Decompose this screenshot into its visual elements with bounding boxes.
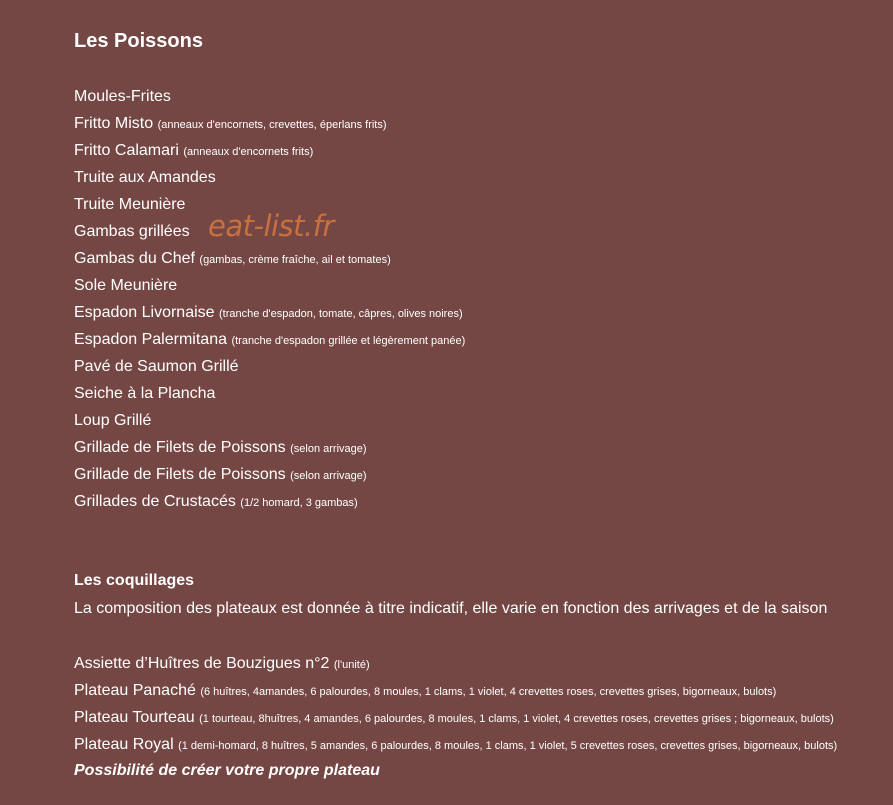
item-note: (selon arrivage) (290, 470, 367, 482)
menu-item (74, 407, 465, 434)
item-name: Fritto Misto (74, 115, 154, 132)
item-note: (anneaux d'encornets, crevettes, éperlans frits) (157, 119, 387, 131)
item-note: (1 tourteau, 8huîtres, 4 amandes, 6 palourdes, 8 moules, 1 clams, 1 violet, 4 crevettes roses, crevettes grises ; bigorneaux, bulots) (199, 713, 834, 725)
menu-item (74, 677, 837, 704)
item-name: Grillades de Crustacés (74, 493, 236, 510)
item-name: Espadon Livornaise (74, 304, 215, 321)
item-name: Pavé de Saumon Grillé (74, 358, 239, 375)
menu-item (74, 353, 465, 380)
item-note: (6 huîtres, 4amandes, 6 palourdes, 8 moules, 1 clams, 1 violet, 4 crevettes roses, crevettes grises, bigorneaux, bulots) (200, 686, 777, 698)
item-name: Sole Meunière (74, 277, 178, 294)
poissons-list (74, 83, 465, 515)
item-name: Seiche à la Plancha (74, 385, 216, 402)
item-note: (1/2 homard, 3 gambas) (240, 497, 358, 509)
menu-item (74, 110, 465, 137)
item-note: (tranche d'espadon, tomate, câpres, olives noires) (219, 308, 463, 320)
section-title-coquillages: Les coquillages (74, 572, 195, 589)
item-name: Fritto Calamari (74, 142, 179, 159)
item-name: Truite aux Amandes (74, 169, 216, 186)
menu-item (74, 272, 465, 299)
item-name: Grillade de Filets de Poissons (74, 439, 286, 456)
item-name: Plateau Royal (74, 736, 174, 753)
item-note: (l'unité) (333, 659, 370, 671)
item-name: Grillade de Filets de Poissons (74, 466, 286, 483)
item-name: Assiette d’Huîtres de Bouzigues n°2 (74, 655, 330, 672)
menu-item (74, 137, 465, 164)
menu-item (74, 731, 837, 758)
menu-item (74, 380, 465, 407)
coquillages-intro: La composition des plateaux est donnée à titre indicatif, elle varie en fonction des arrivages et de la saison (74, 600, 828, 617)
item-name: Plateau Tourteau (74, 709, 195, 726)
menu-item (74, 461, 465, 488)
menu-item (74, 299, 465, 326)
item-note: (gambas, crème fraîche, ail et tomates) (199, 254, 391, 266)
item-note: (tranche d'espadon grillée et légèrement panée) (231, 335, 466, 347)
item-note: (anneaux d'encornets frits) (183, 146, 314, 158)
menu-item (74, 164, 465, 191)
custom-plateau-note: Possibilité de créer votre propre plateau (74, 762, 380, 779)
menu-item (74, 245, 465, 272)
item-name: Truite Meunière (74, 196, 186, 213)
item-name: Moules-Frites (74, 88, 171, 105)
item-name: Gambas grillées (74, 223, 190, 240)
item-name: Loup Grillé (74, 412, 152, 429)
item-note: (1 demi-homard, 8 huîtres, 5 amandes, 6 palourdes, 8 moules, 1 clams, 1 violet, 5 crevettes roses, crevettes grises, bigorneaux, bulots) (178, 740, 838, 752)
menu-item (74, 488, 465, 515)
menu-item (74, 434, 465, 461)
item-note: (selon arrivage) (290, 443, 367, 455)
section-title-poissons: Les Poissons (74, 30, 203, 52)
menu-item (74, 650, 837, 677)
item-name: Gambas du Chef (74, 250, 195, 267)
menu-item (74, 326, 465, 353)
item-name: Espadon Palermitana (74, 331, 227, 348)
item-name: Plateau Panaché (74, 682, 196, 699)
menu-item (74, 704, 837, 731)
coquillages-list (74, 650, 837, 758)
watermark: eat-list.fr (208, 209, 334, 243)
menu-item (74, 83, 465, 110)
